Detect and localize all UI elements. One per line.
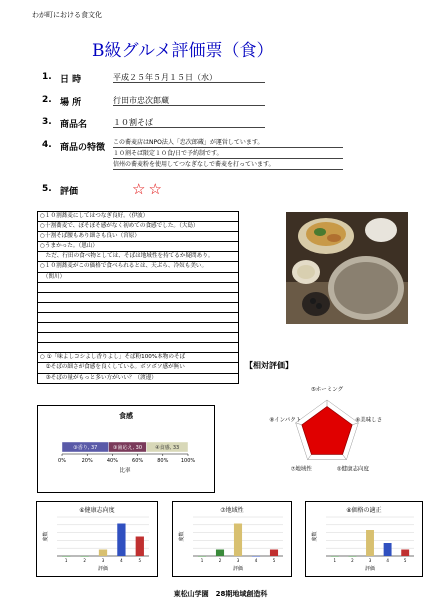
bar-chart-category-label: 4 (120, 558, 123, 563)
comment-row: ③そばの量がもっと多い方がいい？（渡邊） (40, 374, 157, 381)
bar-chart-category-label: 5 (138, 558, 142, 563)
field-label-place: 場 所 (60, 98, 82, 108)
food-photo (286, 212, 408, 324)
bar-chart-category-label: 3 (236, 558, 240, 563)
bar-chart-bar (384, 543, 392, 556)
comment-row (38, 283, 238, 293)
comments-table (37, 211, 239, 384)
field-num-features: 4. (42, 140, 52, 150)
field-label-product: 商品名 (60, 120, 88, 130)
rating-stars: ☆☆ (132, 180, 165, 198)
bar-chart-category-label: 2 (218, 558, 222, 563)
texture-tick-label: 0% (58, 458, 66, 464)
comment-row: ○１０割蕎麦にしてはつなぎ良好。（伊波） (38, 212, 238, 222)
bar-chart-title: ⑧価格の適正 (346, 507, 382, 514)
bar-chart-bar (234, 524, 242, 557)
field-value-product: １０割そば (113, 117, 265, 128)
bar-chart-xlabel: 評価 (364, 566, 376, 572)
bar-chart-title: ⑦地域性 (220, 507, 244, 514)
field-num-date: 1. (42, 72, 52, 82)
bar-chart-ylabel: 度数 (312, 531, 318, 542)
comment-row: ○１０割蕎麦がこの価格で食べられるとは、天ぷら、冷奴も美い。 (38, 262, 238, 272)
radar-series-area (302, 407, 352, 455)
food-photo-illustration (286, 212, 408, 324)
comment-row (38, 293, 238, 303)
texture-title: 食感 (119, 412, 133, 420)
field-value-place: 行田市忠次郎蔵 (113, 95, 265, 106)
comment-row: ただ、行田の食べ物としては、そばは地域性を持てるか疑問あり。 (38, 252, 238, 262)
comment-row: ○十割蕎麦で、ぼそぼそ感がなく初めての食感でした。（大島） (38, 222, 238, 232)
comment-row: ②そばの細さが食感を良くしている。ボソボソ感が無い (38, 363, 238, 373)
bar-chart-bar (99, 550, 107, 557)
bar-chart-category-label: 1 (64, 558, 68, 563)
bar-chart-category-label: 3 (101, 558, 105, 563)
field-label-date: 日 時 (60, 75, 82, 85)
bar-chart-xlabel: 評価 (232, 566, 244, 572)
bar-chart-bar (136, 537, 144, 557)
comment-row: ○うまかった。（恩山） (38, 242, 238, 252)
feature-line: １０割そば限定１０食/日で予約制です。 (113, 151, 343, 159)
field-label-features: 商品の特徴 (60, 143, 106, 153)
radar-title: 【相対評価】 (245, 361, 293, 370)
bar-chart-ylabel: 度数 (43, 531, 49, 542)
bar-chart-bar (348, 556, 356, 557)
bar-chart-category-label: 4 (254, 558, 258, 563)
footer-text: 東松山学園 28期地域創造科 (173, 590, 268, 598)
bar-chart-category-label: 4 (386, 558, 389, 563)
bar-chart-category-label: 5 (403, 558, 407, 563)
field-num-place: 2. (42, 95, 52, 105)
bar-chart-category-label: 3 (368, 558, 372, 563)
comment-row (38, 303, 238, 313)
bar-chart-bar (198, 556, 206, 557)
comment-row (38, 343, 238, 353)
texture-segment-label: ④食感, 33 (155, 445, 180, 451)
bar-chart-locality (172, 501, 292, 577)
texture-tick-label: 80% (157, 458, 169, 464)
texture-xlabel: 比率 (119, 468, 131, 474)
document-subtitle: わが町における食文化 (32, 11, 102, 19)
field-num-product: 3. (42, 117, 52, 127)
bar-chart-bar (401, 550, 409, 557)
bar-chart-bar (252, 556, 260, 557)
bar-chart-locality-plot (173, 502, 291, 576)
bar-chart-bar (80, 556, 88, 557)
feature-line: 信州の蕎麦粉を使用してつなぎなしで蕎麦を打っています。 (113, 162, 343, 170)
texture-stacked-bar (38, 406, 214, 492)
bar-chart-xlabel: 評価 (97, 566, 109, 572)
bar-chart-bar (117, 524, 125, 557)
bar-chart-category-label: 1 (333, 558, 337, 563)
comment-row (38, 323, 238, 333)
bar-chart-category-label: 2 (83, 558, 86, 563)
bar-chart-category-label: 2 (351, 558, 354, 563)
texture-segment-label: ③香り, 37 (73, 445, 98, 451)
texture-segment-label: ③歯応え, 30 (113, 445, 143, 451)
bar-chart-health-plot (37, 502, 157, 576)
bar-chart-ylabel: 度数 (179, 531, 185, 542)
comment-row (38, 313, 238, 323)
bar-chart-category-label: 5 (272, 558, 276, 563)
comment-row: ○ ①「味よしコシよし香りよし」そば粉100%本物のそば (38, 353, 238, 363)
bar-chart-bar (216, 550, 224, 557)
texture-chart-frame (37, 405, 215, 493)
document-title: B級グルメ評価票（食） (92, 41, 274, 61)
comment-row: ○十割そば腰もあり細さも良い（宮原） (38, 232, 238, 242)
bar-chart-price-plot (306, 502, 422, 576)
feature-line: この蕎麦店はNPO法人「忠次郎蔵」が運営しています。 (113, 140, 343, 148)
radar-axis-label: ⑤健康志向度 (336, 466, 370, 473)
texture-tick-label: 100% (180, 458, 196, 464)
field-value-date: 平成２５年５月１５日（水） (113, 72, 265, 83)
comment-row (38, 333, 238, 343)
bar-chart-price (305, 501, 423, 577)
comment-row: （関川） (38, 273, 238, 283)
texture-tick-label: 20% (81, 458, 93, 464)
texture-tick-label: 60% (132, 458, 144, 464)
bar-chart-bar (270, 550, 278, 557)
field-num-rating: 5. (42, 184, 52, 194)
radar-axis-label: ⑦地域性 (290, 466, 312, 473)
radar-chart (262, 375, 392, 485)
texture-tick-label: 40% (106, 458, 118, 464)
bar-chart-bar (62, 556, 70, 557)
radar-axis-label: ⑧インパクト (269, 417, 302, 424)
bar-chart-title: ⑥健康志向度 (79, 507, 115, 514)
bar-chart-bar (366, 530, 374, 556)
bar-chart-bar (331, 556, 339, 557)
radar-axis-label: ⑤ホーミング (310, 387, 344, 394)
bar-chart-health (36, 501, 158, 577)
bar-chart-category-label: 1 (200, 558, 204, 563)
field-label-rating: 評価 (60, 187, 79, 197)
radar-axis-label: ⑥美味しさ (355, 417, 383, 424)
